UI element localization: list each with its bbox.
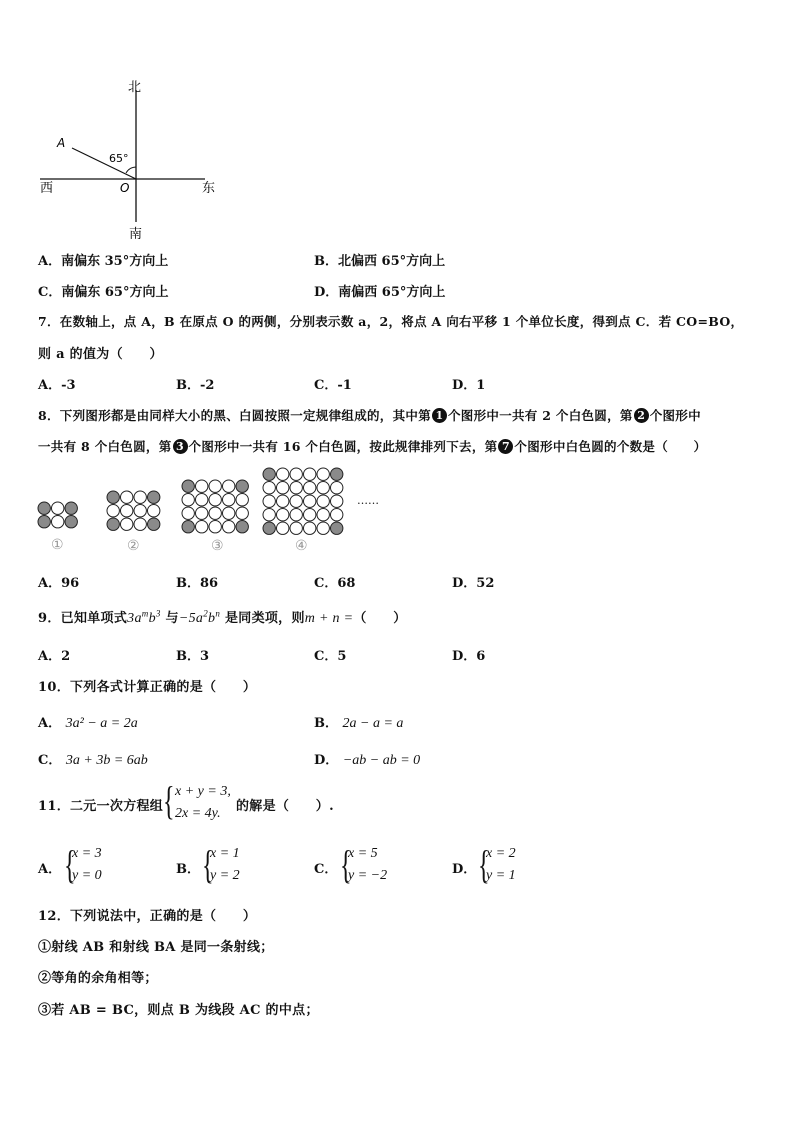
monomial-2 xyxy=(178,608,221,626)
q8-text: 一共有 8 个白色圆，第 xyxy=(38,439,172,454)
circled-number-1: 1 xyxy=(432,408,447,423)
q11-option-c-system xyxy=(348,843,387,887)
q8-stem-line2 xyxy=(38,437,706,455)
q8-text: 个图形中白色圆的个数是（ ） xyxy=(514,439,707,454)
q7-stem-line1: 7．在数轴上，点 A，B 在原点 O 的两侧，分别表示数 a，2，将点 A 向右平移 1 个单位长度，得到点 C．若 CO=BO， xyxy=(38,314,744,329)
q11-option-b[interactable] xyxy=(176,858,200,877)
option-letter: B． xyxy=(176,862,200,877)
label-south: 南 xyxy=(129,227,143,242)
white-circle xyxy=(196,494,208,506)
q7-stem-line2: 则 a 的值为（ ） xyxy=(38,347,163,362)
math-exponent: n xyxy=(215,608,221,619)
white-circle xyxy=(263,495,275,507)
gray-circle xyxy=(107,491,119,503)
white-circle xyxy=(277,522,289,534)
q6-option-c[interactable] xyxy=(38,281,168,300)
option-letter: D． xyxy=(314,285,339,300)
option-text: 南偏西 65°方向上 xyxy=(338,285,446,300)
white-circle xyxy=(290,522,302,534)
q8-option-d[interactable] xyxy=(452,572,494,591)
white-circle xyxy=(223,494,235,506)
math-exponent: m xyxy=(141,608,149,619)
option-letter: A． xyxy=(38,716,62,731)
white-circle xyxy=(196,521,208,533)
math-exponent: 2 xyxy=(203,608,209,619)
option-letter: C． xyxy=(314,649,338,664)
q6-option-d[interactable] xyxy=(314,281,445,300)
option-letter: D． xyxy=(452,378,477,393)
q8-text: 个图形中 xyxy=(649,408,701,423)
white-circle xyxy=(196,480,208,492)
q7-option-b[interactable] xyxy=(176,374,214,393)
system-brace: { xyxy=(163,778,175,823)
option-text: 5 xyxy=(337,649,347,664)
q10-option-d[interactable] xyxy=(314,749,420,769)
monomial-1 xyxy=(127,608,161,626)
white-circle xyxy=(317,482,329,494)
circle-figure-3 xyxy=(182,480,248,533)
solution-y: y = −2 xyxy=(348,868,388,883)
q11-option-b-system xyxy=(210,843,240,887)
white-circle xyxy=(277,468,289,480)
option-text: 68 xyxy=(337,576,356,591)
gray-circle xyxy=(331,522,343,534)
option-formula: 2a − a = a xyxy=(342,716,404,731)
white-circle xyxy=(317,522,329,534)
white-circle xyxy=(107,505,119,517)
q11-option-d[interactable] xyxy=(452,858,476,877)
option-letter: B． xyxy=(176,649,200,664)
q6-option-b[interactable] xyxy=(314,250,445,269)
white-circle xyxy=(317,468,329,480)
option-letter: C． xyxy=(314,378,338,393)
white-circle xyxy=(304,482,316,494)
math-text: 3a xyxy=(127,611,142,626)
option-brace: { xyxy=(340,842,352,887)
q9-text: 是同类项，则 xyxy=(224,611,305,626)
math-text: b xyxy=(208,611,216,626)
gray-circle xyxy=(331,468,343,480)
option-letter: C． xyxy=(38,753,62,768)
white-circle xyxy=(134,505,146,517)
white-circle xyxy=(277,495,289,507)
white-circle xyxy=(223,521,235,533)
white-circle xyxy=(52,502,64,514)
option-text: 2 xyxy=(61,649,71,664)
q9-text: 与 xyxy=(165,611,179,626)
compass-diagram xyxy=(30,70,230,245)
white-circle xyxy=(196,507,208,519)
white-circle xyxy=(304,522,316,534)
white-circle xyxy=(121,491,133,503)
option-letter: A． xyxy=(38,254,62,269)
gray-circle xyxy=(182,521,194,533)
angle-arc xyxy=(126,167,136,173)
white-circle xyxy=(209,507,221,519)
label-east: 东 xyxy=(202,181,216,196)
option-formula: −ab − ab = 0 xyxy=(342,753,421,768)
circle-figure-4 xyxy=(263,468,343,534)
option-brace: { xyxy=(478,842,490,887)
white-circle xyxy=(209,480,221,492)
white-circle xyxy=(121,505,133,517)
q8-text: 8．下列图形都是由同样大小的黑、白圆按照一定规律组成的，其中第 xyxy=(38,408,431,423)
option-letter: C． xyxy=(38,285,62,300)
q9-text: （ ） xyxy=(353,611,407,626)
q11-option-a[interactable] xyxy=(38,858,61,877)
q7-option-d[interactable] xyxy=(452,374,485,393)
q8-option-c[interactable] xyxy=(314,572,355,591)
q12-item-3: ③若 AB = BC，则点 B 为线段 AC 的中点； xyxy=(38,1003,319,1018)
option-letter: A． xyxy=(38,576,62,591)
white-circle xyxy=(52,516,64,528)
solution-x: x = 5 xyxy=(348,846,378,861)
white-circle xyxy=(277,509,289,521)
option-formula: 3a² − a = 2a xyxy=(65,716,138,731)
solution-x: x = 1 xyxy=(210,846,240,861)
option-text: 86 xyxy=(200,576,219,591)
figure-label-4: ④ xyxy=(295,538,308,554)
option-letter: C． xyxy=(314,862,338,877)
q8-text: 个图形中一共有 16 个白色圆，按此规律排列下去，第 xyxy=(188,439,498,454)
white-circle xyxy=(304,509,316,521)
white-circle xyxy=(331,482,343,494)
option-text: 北偏西 65°方向上 xyxy=(338,254,446,269)
option-letter: B． xyxy=(314,254,338,269)
option-brace: { xyxy=(202,842,214,887)
option-letter: C． xyxy=(314,576,338,591)
solution-y: y = 1 xyxy=(486,868,516,883)
option-text: 6 xyxy=(476,649,486,664)
white-circle xyxy=(263,509,275,521)
white-circle xyxy=(209,521,221,533)
option-letter: D． xyxy=(314,753,339,768)
circle-figure-2 xyxy=(107,491,160,530)
option-text: -3 xyxy=(61,378,76,393)
white-circle xyxy=(304,468,316,480)
math-text: −5a xyxy=(178,611,204,626)
option-letter: B． xyxy=(176,576,200,591)
white-circle xyxy=(223,480,235,492)
option-text: -2 xyxy=(200,378,215,393)
white-circle xyxy=(182,507,194,519)
equation-2: 2x = 4y. xyxy=(175,806,221,821)
option-letter: D． xyxy=(452,649,477,664)
q8-option-b[interactable] xyxy=(176,572,218,591)
white-circle xyxy=(290,482,302,494)
option-letter: A． xyxy=(38,378,62,393)
option-text: 1 xyxy=(476,378,486,393)
label-angle: 65° xyxy=(109,152,129,165)
circle-pattern-figures xyxy=(30,460,390,540)
ellipsis: …… xyxy=(357,494,379,507)
white-circle xyxy=(290,468,302,480)
gray-circle xyxy=(38,502,50,514)
option-letter: A． xyxy=(38,649,62,664)
solution-y: y = 2 xyxy=(210,868,240,883)
equation-1: x + y = 3, xyxy=(175,784,231,799)
gray-circle xyxy=(65,502,77,514)
q10-stem: 10．下列各式计算正确的是（ ） xyxy=(38,680,257,695)
equation-system xyxy=(175,781,231,825)
gray-circle xyxy=(236,521,248,533)
white-circle xyxy=(290,495,302,507)
q9-stem xyxy=(38,607,407,627)
white-circle xyxy=(331,509,343,521)
circle-figure-1 xyxy=(38,502,77,528)
option-text: 96 xyxy=(61,576,80,591)
option-brace: { xyxy=(64,842,76,887)
q9-option-a[interactable] xyxy=(38,645,70,664)
circled-number-7: 7 xyxy=(498,439,513,454)
solution-y: y = 0 xyxy=(72,868,102,883)
figure-label-3: ③ xyxy=(211,538,224,554)
label-origin: O xyxy=(120,181,130,195)
option-text: 南偏东 35°方向上 xyxy=(61,254,169,269)
solution-x: x = 3 xyxy=(72,846,102,861)
q11-prefix: 11．二元一次方程组 xyxy=(38,799,164,814)
white-circle xyxy=(331,495,343,507)
q10-option-b[interactable] xyxy=(314,712,403,732)
q8-text: 个图形中一共有 2 个白色圆，第 xyxy=(448,408,633,423)
q10-option-c[interactable] xyxy=(38,749,148,769)
circled-number-3: 3 xyxy=(173,439,188,454)
white-circle xyxy=(209,494,221,506)
white-circle xyxy=(277,482,289,494)
option-text: 南偏东 65°方向上 xyxy=(61,285,169,300)
white-circle xyxy=(134,491,146,503)
gray-circle xyxy=(148,518,160,530)
q10-option-a[interactable] xyxy=(38,712,138,732)
q11-option-d-system xyxy=(486,843,516,887)
white-circle xyxy=(148,505,160,517)
gray-circle xyxy=(65,516,77,528)
math-text: b xyxy=(148,611,156,626)
q11-option-c[interactable] xyxy=(314,858,337,877)
math-exponent: 3 xyxy=(155,608,161,619)
gray-circle xyxy=(148,491,160,503)
white-circle xyxy=(290,509,302,521)
q12-item-2: ②等角的余角相等； xyxy=(38,971,158,986)
q9-text: 9．已知单项式 xyxy=(38,611,128,626)
circled-number-2: 2 xyxy=(634,408,649,423)
gray-circle xyxy=(263,522,275,534)
option-letter: B． xyxy=(176,378,200,393)
gray-circle xyxy=(38,516,50,528)
option-text: 3 xyxy=(200,649,210,664)
gray-circle xyxy=(182,480,194,492)
white-circle xyxy=(317,509,329,521)
q11-option-a-system xyxy=(72,843,102,887)
white-circle xyxy=(134,518,146,530)
white-circle xyxy=(236,507,248,519)
white-circle xyxy=(236,494,248,506)
gray-circle xyxy=(236,480,248,492)
white-circle xyxy=(317,495,329,507)
q7-option-c[interactable] xyxy=(314,374,352,393)
white-circle xyxy=(263,482,275,494)
q11-suffix: 的解是（ ）. xyxy=(236,799,334,814)
white-circle xyxy=(121,518,133,530)
q7-option-a[interactable] xyxy=(38,374,76,393)
gray-circle xyxy=(263,468,275,480)
math-expression: m + n = xyxy=(304,611,354,626)
q6-option-a[interactable] xyxy=(38,250,168,269)
option-text: 52 xyxy=(476,576,495,591)
q9-option-c[interactable] xyxy=(314,645,346,664)
q12-item-1: ①射线 AB 和射线 BA 是同一条射线； xyxy=(38,940,274,955)
label-north: 北 xyxy=(128,80,142,95)
solution-x: x = 2 xyxy=(486,846,516,861)
q8-option-a[interactable] xyxy=(38,572,79,591)
figure-label-1: ① xyxy=(51,537,64,553)
white-circle xyxy=(182,494,194,506)
option-letter: B． xyxy=(314,716,338,731)
q9-option-d[interactable] xyxy=(452,645,485,664)
white-circle xyxy=(223,507,235,519)
q9-option-b[interactable] xyxy=(176,645,209,664)
q8-stem-line1 xyxy=(38,406,701,424)
option-text: -1 xyxy=(337,378,352,393)
option-formula: 3a + 3b = 6ab xyxy=(65,753,148,768)
option-letter: D． xyxy=(452,862,477,877)
q12-stem: 12．下列说法中，正确的是（ ） xyxy=(38,909,257,924)
label-west: 西 xyxy=(40,181,54,196)
figure-label-2: ② xyxy=(127,538,140,554)
label-point-a: A xyxy=(57,136,66,150)
gray-circle xyxy=(107,518,119,530)
option-letter: A． xyxy=(38,862,62,877)
option-letter: D． xyxy=(452,576,477,591)
white-circle xyxy=(304,495,316,507)
